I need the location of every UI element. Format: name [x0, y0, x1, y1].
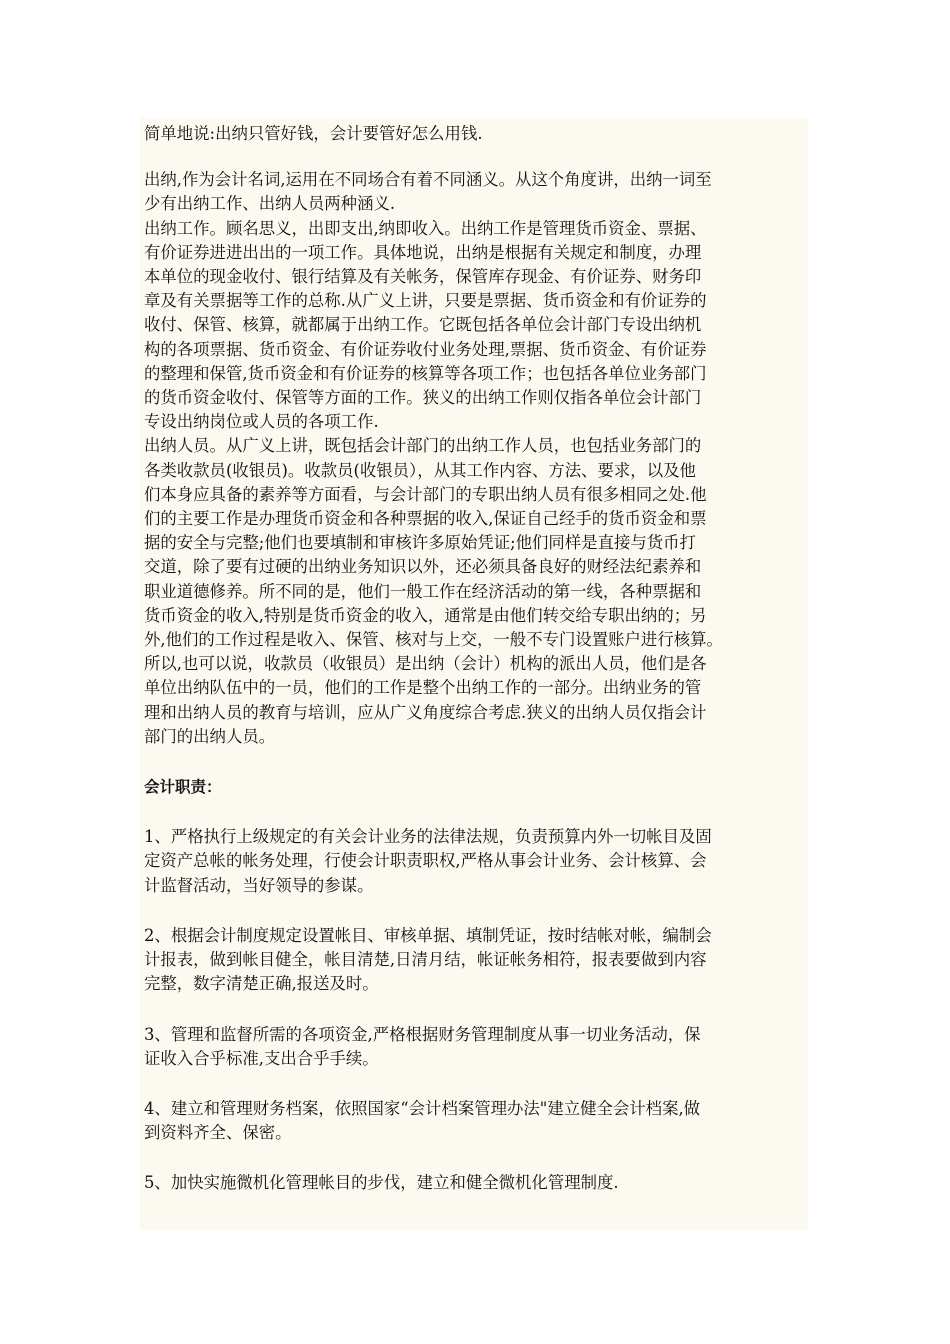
- duty-item-5: [144, 1171, 806, 1195]
- text-line: 所以,也可以说，收款员（收银员）是出纳（会计）机构的派出人员，他们是各: [144, 654, 707, 674]
- text-line: 4、建立和管理财务档案，依照国家“会计档案管理办法"建立健全会计档案,做: [144, 1098, 701, 1118]
- duty-item-4: [144, 1097, 806, 1145]
- text-line: 完整，数字清楚正确,报送及时。: [144, 974, 379, 994]
- duty-item-3: [144, 1023, 806, 1071]
- paragraph-cashier-staff: [144, 434, 806, 749]
- text-line: 货币资金的收入,特别是货币资金的收入，通常是由他们转交给专职出纳的；另: [144, 605, 707, 625]
- text-line: 交道，除了要有过硬的出纳业务知识以外，还必须具备良好的财经法纪素养和: [144, 557, 702, 577]
- text-line: 构的各项票据、货币资金、有价证券收付业务处理,票据、货币资金、有价证券: [144, 339, 707, 359]
- text-line: 理和出纳人员的教育与培训，应从广义角度综合考虑.狭义的出纳人员仅指会计: [144, 702, 707, 722]
- text-line: 定资产总帐的帐务处理，行使会计职责职权,严格从事会计业务、会计核算、会: [144, 851, 707, 871]
- text-line: 部门的出纳人员。: [144, 726, 276, 746]
- duty-item-2: [144, 924, 806, 997]
- text-line: 证收入合乎标准,支出合乎手续。: [144, 1048, 379, 1068]
- duty-item-1: [144, 825, 806, 898]
- text-line: 到资料齐全、保密。: [144, 1123, 292, 1143]
- text-line: 有价证券进进出出的一项工作。具体地说，出纳是根据有关规定和制度，办理: [144, 242, 702, 262]
- text-line: 外,他们的工作过程是收入、保管、核对与上交，一般不专门设置账户进行核算。: [144, 630, 723, 650]
- text-line: 专设出纳岗位或人员的各项工作.: [144, 412, 379, 432]
- section-heading: [144, 775, 806, 799]
- text-line: 出纳,作为会计名词,运用在不同场合有着不同涵义。从这个角度讲，出纳一词至: [144, 170, 712, 190]
- text-line: 们本身应具备的素养等方面看，与会计部门的专职出纳人员有很多相同之处.他: [144, 484, 707, 504]
- text-line: 3、管理和监督所需的各项资金,严格根据财务管理制度从事一切业务活动，保: [144, 1024, 701, 1044]
- text-line: 职业道德修养。所不同的是，他们一般工作在经济活动的第一线，各种票据和: [144, 581, 702, 601]
- text-line: 计监督活动，当好领导的参谋。: [144, 875, 374, 895]
- heading-text: 会计职责：: [144, 778, 222, 797]
- text-line: 收付、保管、核算，就都属于出纳工作。它既包括各单位会计部门专设出纳机: [144, 315, 702, 335]
- text-line: 各类收款员(收银员)。收款员(收银员），从其工作内容、方法、要求，以及他: [144, 460, 696, 480]
- paragraph-cashier-work: [144, 217, 806, 435]
- text-line: 的货币资金收付、保管等方面的工作。狭义的出纳工作则仅指各单位会计部门: [144, 388, 702, 408]
- text-line: 少有出纳工作、出纳人员两种涵义.: [144, 194, 396, 214]
- text-line: 据的安全与完整;他们也要填制和审核许多原始凭证;他们同样是直接与货币打: [144, 533, 696, 553]
- text-line: 简单地说:出纳只管好钱，会计要管好怎么用钱.: [144, 124, 483, 143]
- text-line: 2、根据会计制度规定设置帐目、审核单据、填制凭证，按时结帐对帐，编制会: [144, 925, 712, 945]
- text-line: 本单位的现金收付、银行结算及有关帐务，保管库存现金、有价证券、财务印: [144, 267, 702, 287]
- document-page: [140, 118, 808, 1230]
- text-line: 的整理和保管,货币资金和有价证券的核算等各项工作；也包括各单位业务部门: [144, 363, 707, 383]
- paragraph-definition: [144, 168, 806, 216]
- text-line: 单位出纳队伍中的一员，他们的工作是整个出纳工作的一部分。出纳业务的管: [144, 678, 702, 698]
- text-line: 们的主要工作是办理货币资金和各种票据的收入,保证自己经手的货币资金和票: [144, 509, 707, 529]
- text-line: 章及有关票据等工作的总称.从广义上讲，只要是票据、货币资金和有价证券的: [144, 291, 707, 311]
- text-line: 出纳工作。顾名思义，出即支出,纳即收入。出纳工作是管理货币资金、票据、: [144, 218, 707, 238]
- text-line: 5、加快实施微机化管理帐目的步伐，建立和健全微机化管理制度.: [144, 1173, 619, 1193]
- text-line: 计报表，做到帐目健全，帐目清楚,日清月结，帐证帐务相符，报表要做到内容: [144, 950, 707, 970]
- text-line: 1、严格执行上级规定的有关会计业务的法律法规，负责预算内外一切帐目及固: [144, 827, 712, 847]
- text-line: 出纳人员。从广义上讲，既包括会计部门的出纳工作人员，也包括业务部门的: [144, 436, 702, 456]
- intro-sentence: [144, 122, 806, 146]
